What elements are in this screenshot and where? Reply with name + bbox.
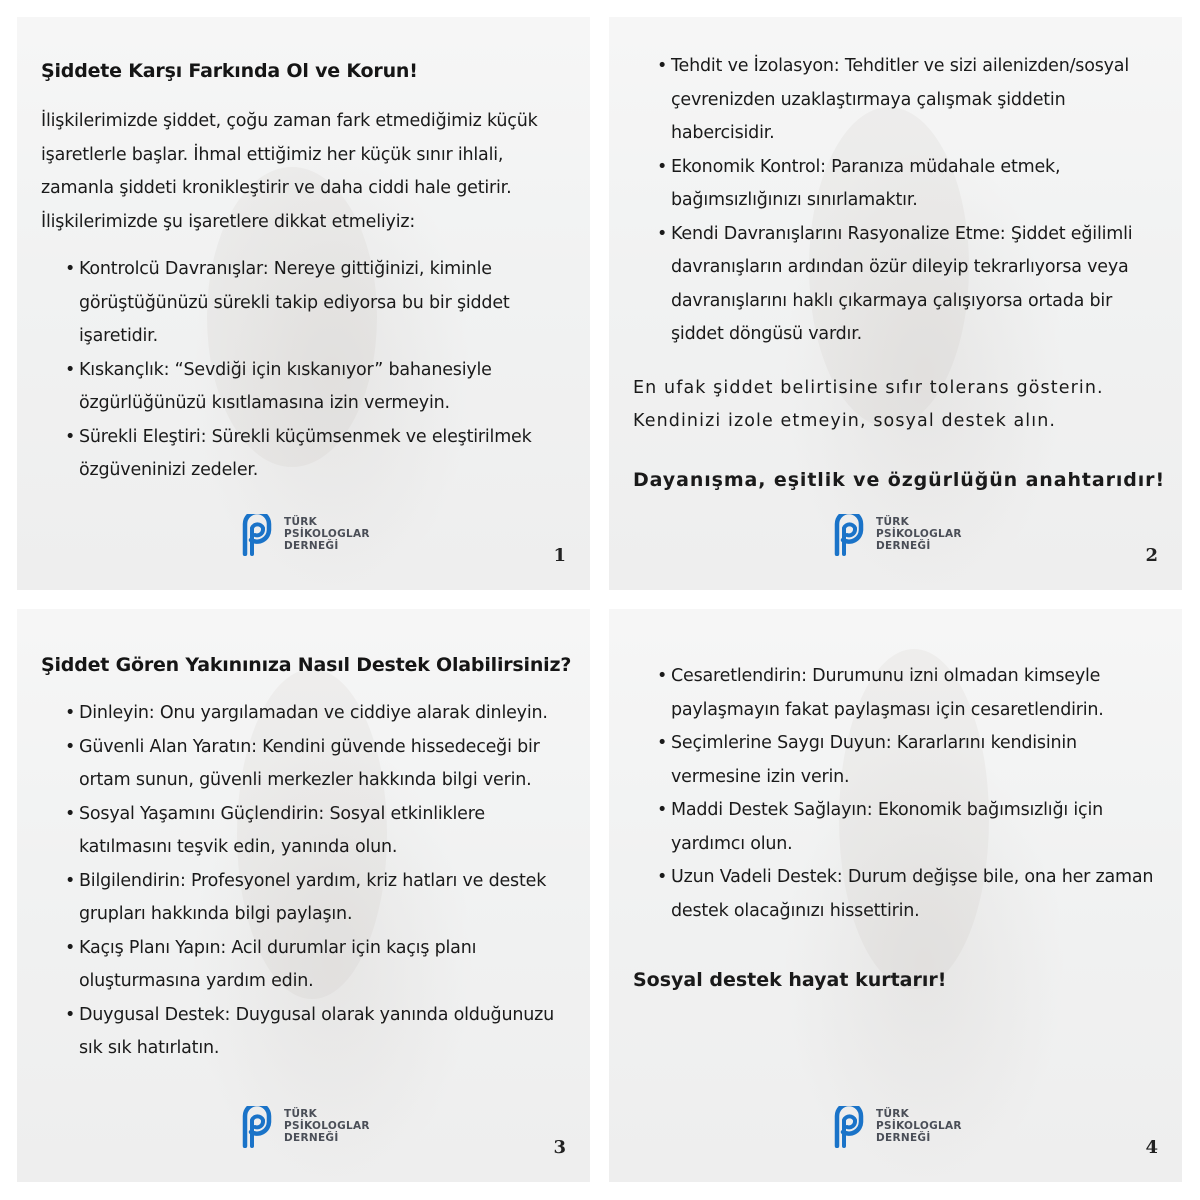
tpd-logo bbox=[830, 512, 1000, 558]
slide-3 bbox=[17, 609, 590, 1182]
tpd-logo bbox=[238, 1104, 408, 1150]
tpd-logo-text bbox=[876, 1108, 962, 1144]
page-number: 4 bbox=[1145, 1137, 1158, 1158]
slide-4 bbox=[609, 609, 1182, 1182]
slide-1-heading: Şiddete Karşı Farkında Ol ve Korun! bbox=[41, 60, 418, 82]
list-item: • Tehdit ve İzolasyon: Tehditler ve sizi ailenizden/sosyal çevrenizden uzaklaştırmaya çalışmak şiddetin habercisidir. bbox=[671, 50, 1168, 151]
list-item: • Kaçış Planı Yapın: Acil durumlar için kaçış planı oluşturmasına yardım edin. bbox=[79, 932, 576, 999]
slide-3-heading: Şiddet Gören Yakınınıza Nasıl Destek Olabilirsiniz? bbox=[41, 654, 572, 676]
tpd-logo-mark-icon bbox=[238, 514, 276, 556]
slide-1-bullet-list bbox=[41, 253, 576, 488]
list-item: • Kıskançlık: “Sevdiği için kıskanıyor” bahanesiyle özgürlüğünüzü kısıtlamasına izin vermeyin. bbox=[79, 354, 576, 421]
tpd-logo-text bbox=[284, 1108, 370, 1144]
tpd-logo-mark-icon bbox=[830, 1106, 868, 1148]
tpd-logo-text bbox=[876, 516, 962, 552]
page-number: 2 bbox=[1145, 545, 1158, 566]
logo-line-3: DERNEĞİ bbox=[876, 1132, 931, 1144]
logo-line-3: DERNEĞİ bbox=[876, 540, 931, 552]
logo-line-2: PSİKOLOGLAR bbox=[284, 1120, 370, 1132]
list-item: • Sosyal Yaşamını Güçlendirin: Sosyal etkinliklere katılmasını teşvik edin, yanında olun. bbox=[79, 798, 576, 865]
logo-line-1: TÜRK bbox=[876, 1108, 910, 1120]
logo-line-3: DERNEĞİ bbox=[284, 540, 339, 552]
list-item: • Bilgilendirin: Profesyonel yardım, kriz hatları ve destek grupları hakkında bilgi paylaşın. bbox=[79, 865, 576, 932]
slide-1-intro: İlişkilerimizde şiddet, çoğu zaman fark etmediğimiz küçük işaretlerle başlar. İhmal ettiğimiz her küçük sınır ihlali, zamanla şiddeti kronikleştirir ve daha ciddi hale getirir. İlişkilerimizde şu işaretlere dikkat etmeliyiz: bbox=[41, 111, 538, 232]
tpd-logo bbox=[238, 512, 408, 558]
logo-line-1: TÜRK bbox=[284, 516, 318, 528]
page-number: 1 bbox=[553, 545, 566, 566]
list-item: • Ekonomik Kontrol: Paranıza müdahale etmek, bağımsızlığınızı sınırlamaktır. bbox=[671, 151, 1168, 218]
logo-line-1: TÜRK bbox=[284, 1108, 318, 1120]
list-item: • Dinleyin: Onu yargılamadan ve ciddiye alarak dinleyin. bbox=[79, 697, 576, 731]
tpd-logo-mark-icon bbox=[238, 1106, 276, 1148]
logo-line-1: TÜRK bbox=[876, 516, 910, 528]
slide-1 bbox=[17, 17, 590, 590]
slide-1-content bbox=[41, 57, 576, 488]
list-item: • Kontrolcü Davranışlar: Nereye gittiğinizi, kiminle görüştüğünüzü sürekli takip ediyorsa bu bir şiddet işaretidir. bbox=[79, 253, 576, 354]
logo-line-3: DERNEĞİ bbox=[284, 1132, 339, 1144]
logo-line-2: PSİKOLOGLAR bbox=[876, 528, 962, 540]
slide-4-bullet-list bbox=[633, 660, 1168, 928]
slide-4-content bbox=[633, 660, 1168, 994]
tpd-logo-mark-icon bbox=[830, 514, 868, 556]
list-item: • Duygusal Destek: Duygusal olarak yanında olduğunuzu sık sık hatırlatın. bbox=[79, 999, 576, 1066]
slide-3-content bbox=[41, 651, 576, 1066]
page-number: 3 bbox=[553, 1137, 566, 1158]
list-item: • Güvenli Alan Yaratın: Kendini güvende hissedeceği bir ortam sunun, güvenli merkezler hakkında bilgi verin. bbox=[79, 731, 576, 798]
slide-2-closing: Dayanışma, eşitlik ve özgürlüğün anahtarıdır! bbox=[633, 468, 1166, 491]
list-item: • Sürekli Eleştiri: Sürekli küçümsenmek ve eleştirilmek özgüveninizi zedeler. bbox=[79, 421, 576, 488]
list-item: • Cesaretlendirin: Durumunu izni olmadan kimseyle paylaşmayın fakat paylaşması için cesaretlendirin. bbox=[671, 660, 1168, 727]
tpd-logo bbox=[830, 1104, 1000, 1150]
slide-2 bbox=[609, 17, 1182, 590]
slide-4-closing: Sosyal destek hayat kurtarır! bbox=[633, 969, 947, 991]
slide-2-content bbox=[633, 50, 1168, 494]
slide-3-bullet-list bbox=[41, 697, 576, 1066]
slide-2-advice: En ufak şiddet belirtisine sıfır tolerans gösterin. Kendinizi izole etmeyin, sosyal destek alın. bbox=[633, 377, 1104, 431]
list-item: • Maddi Destek Sağlayın: Ekonomik bağımsızlığı için yardımcı olun. bbox=[671, 794, 1168, 861]
slide-2-bullet-list bbox=[633, 50, 1168, 352]
logo-line-2: PSİKOLOGLAR bbox=[876, 1120, 962, 1132]
tpd-logo-text bbox=[284, 516, 370, 552]
list-item: • Uzun Vadeli Destek: Durum değişse bile, ona her zaman destek olacağınızı hissettirin. bbox=[671, 861, 1168, 928]
logo-line-2: PSİKOLOGLAR bbox=[284, 528, 370, 540]
list-item: • Kendi Davranışlarını Rasyonalize Etme: Şiddet eğilimli davranışların ardından özür dileyip tekrarlıyorsa veya davranışlarını haklı çıkarmaya çalışıyorsa ortada bir şiddet döngüsü vardır. bbox=[671, 218, 1168, 352]
list-item: • Seçimlerine Saygı Duyun: Kararlarını kendisinin vermesine izin verin. bbox=[671, 727, 1168, 794]
